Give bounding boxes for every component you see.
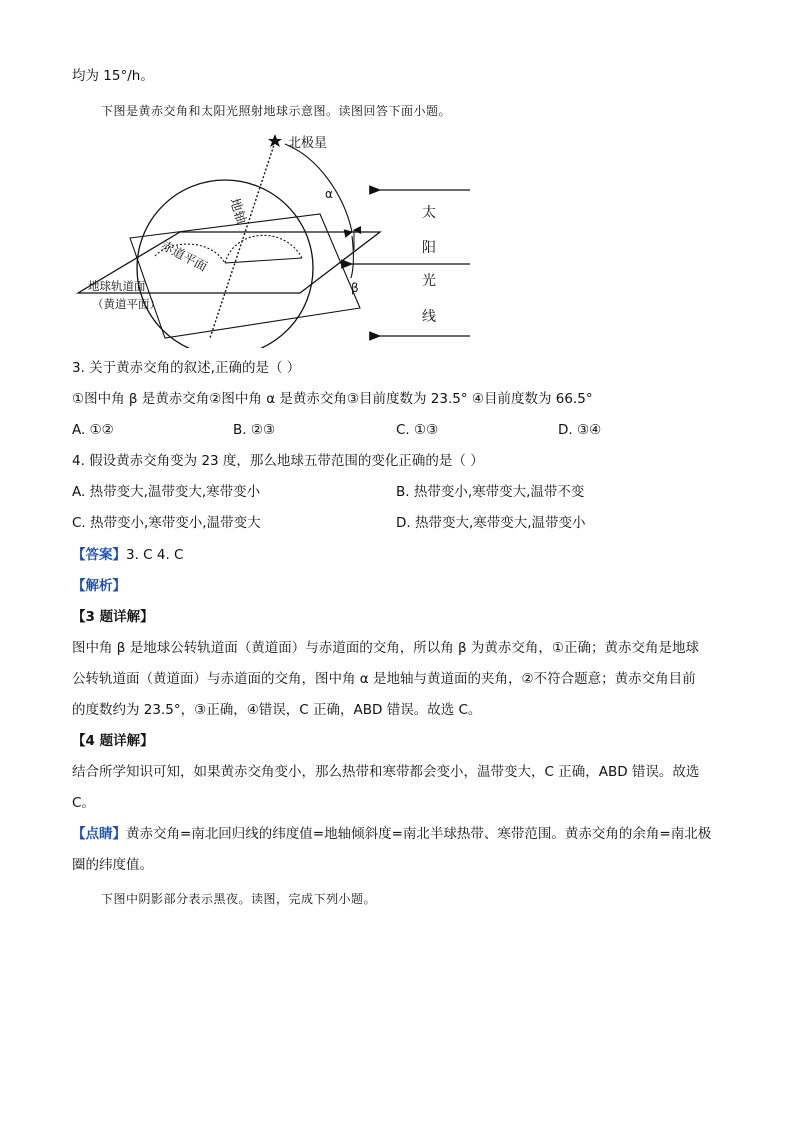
detail-3-para-3: 的度数约为 23.5°，③正确，④错误，C 正确，ABD 错误。故选 C。 [72, 702, 482, 718]
polaris-star-icon [268, 134, 282, 147]
orbit-plane-label: 地球轨道面 [88, 279, 146, 293]
intro-line: 均为 15°/h。 [72, 68, 154, 84]
sun-char-2: 阳 [422, 240, 436, 256]
tip-line-2: 圈的纬度值。 [72, 857, 153, 873]
ecliptic-plane-label: （黄道平面） [92, 297, 161, 311]
sun-char-4: 线 [422, 309, 436, 325]
q3-option-b[interactable]: B. ②③ [233, 422, 276, 438]
detail-4-para-2: C。 [72, 795, 95, 811]
axis-label: 地轴 [226, 196, 249, 226]
figure-instruction: 下图是黄赤交角和太阳光照射地球示意图。读图回答下面小题。 [101, 104, 452, 118]
tip-line-1 [72, 824, 711, 844]
q3-option-c[interactable]: C. ①③ [396, 422, 439, 438]
tip-label: 【点睛】 [72, 826, 126, 842]
beta-arc [351, 236, 353, 278]
ecliptic-diagram [70, 128, 490, 348]
sun-char-3: 光 [422, 273, 436, 289]
q3-option-d[interactable]: D. ③④ [558, 422, 602, 438]
question-3: 3. 关于黄赤交角的叙述,正确的是（ ） [72, 360, 301, 376]
tip-text-1: 黄赤交角=南北回归线的纬度值=地轴倾斜度=南北半球热带、寒带范围。黄赤交角的余角=南北极 [126, 826, 712, 842]
q3-option-a[interactable]: A. ①② [72, 422, 114, 438]
answer-label: 【答案】 [72, 547, 126, 563]
sun-char-1: 太 [422, 205, 436, 221]
alpha-arc [285, 144, 352, 232]
polaris-label: 北极星 [288, 136, 328, 151]
alpha-label: α [325, 187, 333, 201]
q4-option-c[interactable]: C. 热带变小,寒带变小,温带变大 [72, 515, 261, 531]
detail-3-para-2: 公转轨道面（黄道面）与赤道面的交角，图中角 α 是地轴与黄道面的夹角，②不符合题意；黄赤交角目前 [72, 671, 696, 687]
detail-4-label: 【4 题详解】 [72, 733, 154, 749]
beta-label: β [351, 281, 359, 295]
equator-plane-label: 赤道平面 [158, 237, 210, 275]
detail-4-para-1: 结合所学知识可知，如果黄赤交角变小，那么热带和寒带都会变小，温带变大，C 正确，ABD 错误。故选 [72, 764, 700, 780]
answer-line [72, 545, 184, 565]
detail-3-para-1: 图中角 β 是地球公转轨道面（黄道面）与赤道面的交角，所以角 β 为黄赤交角，①正确；黄赤交角是地球 [72, 640, 699, 656]
analysis-label: 【解析】 [72, 578, 126, 594]
q4-option-a[interactable]: A. 热带变大,温带变大,寒带变小 [72, 484, 261, 500]
q4-option-d[interactable]: D. 热带变大,寒带变大,温带变小 [396, 515, 586, 531]
q4-option-b[interactable]: B. 热带变小,寒带变大,温带不变 [396, 484, 585, 500]
question-3-statements: ①图中角 β 是黄赤交角②图中角 α 是黄赤交角③目前度数为 23.5° ④目前度数为 66.5° [72, 391, 593, 407]
question-4: 4. 假设黄赤交角变为 23 度，那么地球五带范围的变化正确的是（ ） [72, 453, 484, 469]
next-figure-instruction: 下图中阴影部分表示黑夜。读图，完成下列小题。 [101, 892, 377, 906]
earth-sphere [137, 180, 313, 348]
answer-text: 3. C 4. C [126, 547, 184, 563]
detail-3-label: 【3 题详解】 [72, 609, 154, 625]
